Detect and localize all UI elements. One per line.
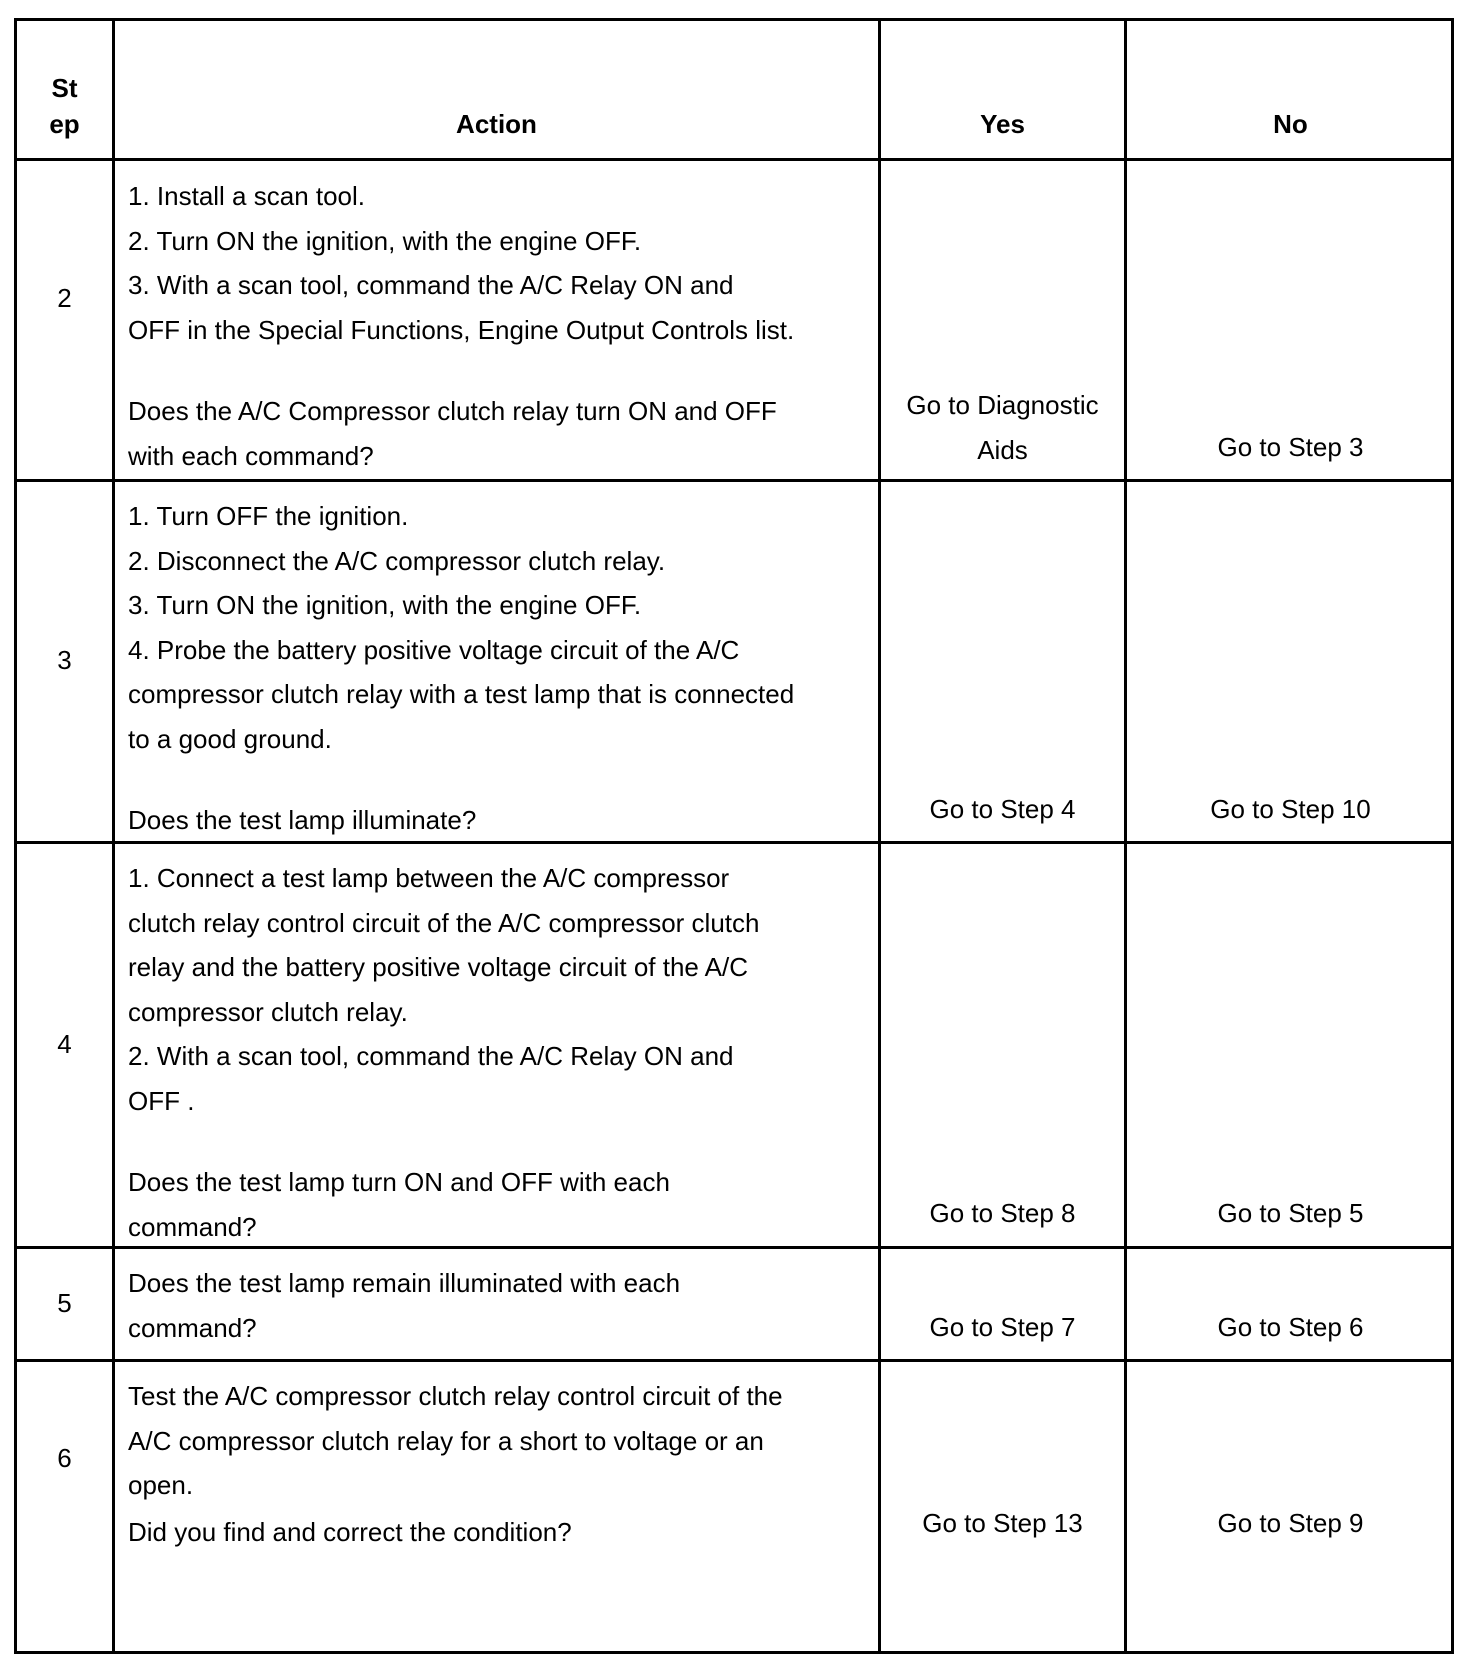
action-cell — [128, 1374, 783, 1554]
action-line: A/C compressor clutch relay for a short to voltage or an — [128, 1425, 764, 1456]
action-line: 2. With a scan tool, command the A/C Relay ON and — [128, 1041, 734, 1071]
yes-line: Aids — [977, 434, 1028, 465]
action-line: compressor clutch relay with a test lamp that is connected — [128, 679, 795, 709]
spacer — [128, 1123, 759, 1160]
action-line: to a good ground. — [128, 723, 332, 754]
step-number: 2 — [57, 283, 72, 313]
action-line: Does the test lamp turn ON and OFF with each — [128, 1167, 670, 1197]
action-line: 1. Turn OFF the ignition. — [128, 501, 409, 531]
yes-cell: Go to Step 4 — [929, 794, 1076, 824]
action-line: command? — [128, 1312, 257, 1343]
action-cell — [128, 1261, 680, 1350]
step-number: 5 — [57, 1288, 72, 1318]
no-cell: Go to Step 9 — [1217, 1508, 1364, 1538]
header-step-line2: ep — [49, 109, 80, 139]
action-line: command? — [128, 1211, 257, 1242]
action-line: 1. Install a scan tool. — [128, 181, 366, 211]
action-line: 4. Probe the battery positive voltage circuit of the A/C — [128, 634, 740, 665]
step-number: 3 — [57, 645, 72, 675]
column-divider — [112, 21, 115, 1651]
no-cell: Go to Step 3 — [1217, 432, 1364, 462]
action-line: relay and the battery positive voltage circuit of the A/C — [128, 952, 749, 982]
action-line: Test the A/C compressor clutch relay control circuit of the — [128, 1381, 783, 1411]
action-line: Does the test lamp remain illuminated with each — [128, 1268, 681, 1298]
yes-cell: Go to Step 8 — [929, 1198, 1076, 1228]
action-cell — [128, 494, 794, 843]
column-divider — [878, 21, 881, 1651]
action-line: 3. Turn ON the ignition, with the engine OFF. — [128, 590, 642, 620]
spacer — [128, 352, 794, 389]
header-action: Action — [456, 109, 537, 139]
header-no: No — [1273, 109, 1308, 139]
action-line: OFF . — [128, 1085, 195, 1116]
yes-line: Go to Diagnostic — [906, 390, 1099, 420]
header-step-line1: St — [51, 73, 78, 103]
no-cell: Go to Step 10 — [1210, 794, 1371, 824]
action-line: Does the test lamp illuminate? — [128, 805, 477, 835]
step-number: 4 — [57, 1029, 72, 1059]
action-line: 2. Disconnect the A/C compressor clutch relay. — [128, 545, 666, 576]
action-line: with each command? — [128, 440, 374, 471]
row-divider — [17, 158, 1451, 161]
action-cell — [128, 174, 794, 478]
step-number: 6 — [57, 1443, 72, 1473]
header-yes: Yes — [980, 109, 1025, 139]
yes-cell: Go to Step 13 — [922, 1508, 1083, 1538]
action-line: Did you find and correct the condition? — [128, 1516, 572, 1547]
action-line: clutch relay control circuit of the A/C compressor clutch — [128, 907, 760, 938]
no-cell: Go to Step 5 — [1217, 1198, 1364, 1228]
diagnostic-table — [14, 18, 1454, 1654]
action-line: open. — [128, 1470, 194, 1500]
yes-cell: Go to Step 7 — [929, 1312, 1076, 1342]
row-divider — [17, 479, 1451, 482]
action-line: 1. Connect a test lamp between the A/C compressor — [128, 863, 730, 893]
action-line: OFF in the Special Functions, Engine Output Controls list. — [128, 314, 795, 345]
action-line: compressor clutch relay. — [128, 996, 408, 1027]
action-line: 2. Turn ON the ignition, with the engine OFF. — [128, 225, 642, 256]
row-divider — [17, 1359, 1451, 1362]
no-cell: Go to Step 6 — [1217, 1312, 1364, 1342]
action-line: 3. With a scan tool, command the A/C Relay ON and — [128, 270, 734, 300]
yes-cell — [881, 383, 1124, 472]
column-divider — [1124, 21, 1127, 1651]
spacer — [128, 761, 794, 798]
action-line: Does the A/C Compressor clutch relay turn ON and OFF — [128, 396, 777, 426]
header-step — [17, 70, 112, 142]
action-cell — [128, 856, 759, 1249]
